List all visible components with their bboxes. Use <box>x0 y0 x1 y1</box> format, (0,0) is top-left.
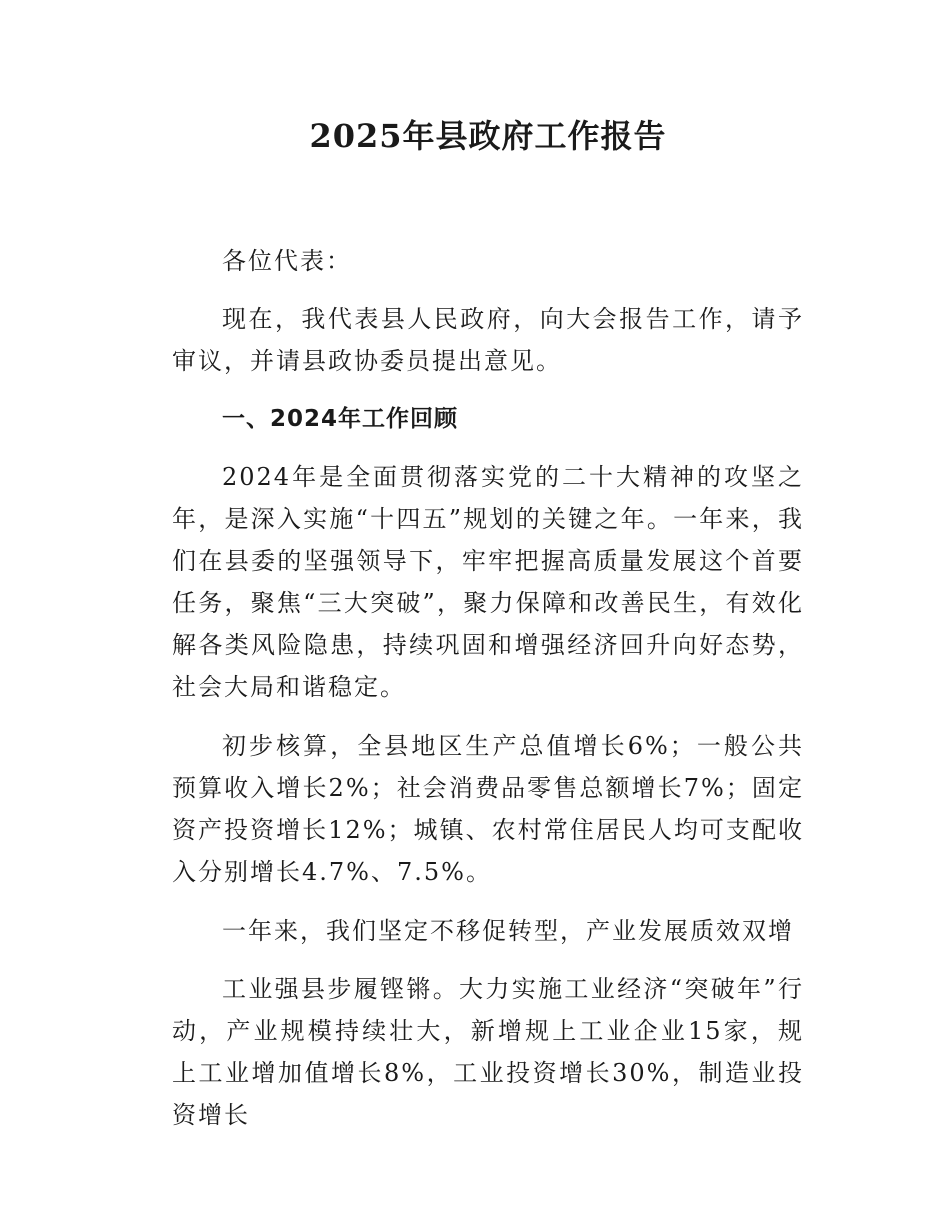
document-title: 2025年县政府工作报告 <box>309 117 667 155</box>
section-heading: 一、2024年工作回顾 <box>222 406 459 432</box>
intro-paragraph: 现在，我代表县人民政府，向大会报告工作，请予审议，并请县政协委员提出意见。 <box>172 305 804 375</box>
industry-paragraph: 工业强县步履铿锵。大力实施工业经济“突破年”行动，产业规模持续壮大，新增规上工业企业15家，规上工业增加值增长8%，工业投资增长30%，制造业投资增长 <box>172 975 804 1129</box>
review-paragraph: 2024年是全面贯彻落实党的二十大精神的攻坚之年，是深入实施“十四五”规划的关键之年。一年来，我们在县委的坚强领导下，牢牢把握高质量发展这个首要任务，聚焦“三大突破”，聚力保障和改善民生，有效化解各类风险隐患，持续巩固和增强经济回升向好态势，社会大局和谐稳定。 <box>172 463 804 701</box>
salutation-paragraph: 各位代表： <box>222 247 352 275</box>
statistics-paragraph: 初步核算，全县地区生产总值增长6%；一般公共预算收入增长2%；社会消费品零售总额增长7%；固定资产投资增长12%；城镇、农村常住居民人均可支配收入分别增长4.7%、7.5%。 <box>172 732 804 886</box>
transformation-paragraph: 一年来，我们坚定不移促转型，产业发展质效双增 <box>222 917 794 945</box>
